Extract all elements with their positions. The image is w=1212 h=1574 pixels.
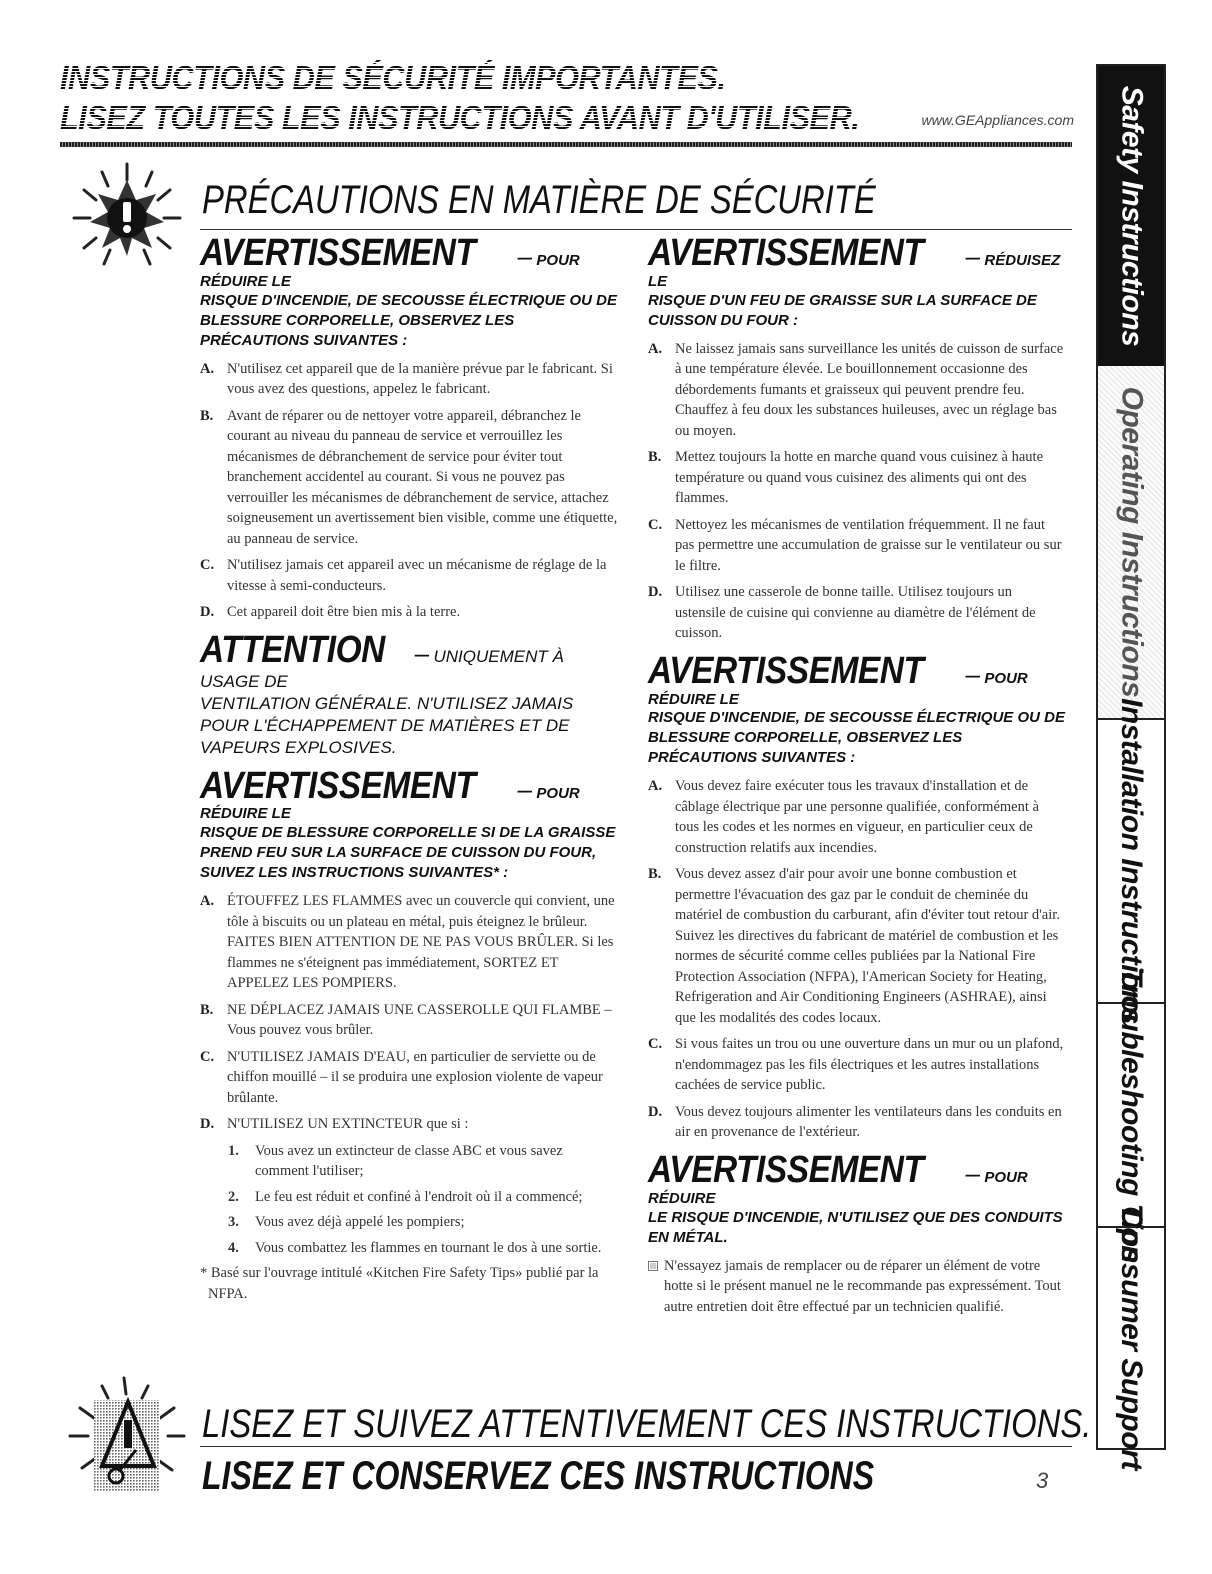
item-label: B. — [200, 1001, 214, 1018]
item-text: N'UTILISEZ UN EXTINCTEUR que si : — [227, 1116, 469, 1133]
list-item — [200, 602, 620, 623]
item-text: Utilisez une casserole de bonne taille. Utilisez toujours un ustensile de cuisine qui convienne au diamètre de l'élément de cuisson. — [675, 584, 1036, 642]
warning-heading — [200, 764, 620, 824]
item-label: B. — [648, 866, 662, 883]
footnote: * Basé sur l'ouvrage intitulé «Kitchen Fire Safety Tips» publié par la NFPA. — [200, 1265, 599, 1302]
item-text: Le feu est réduit et confiné à l'endroit où il a commencé; — [255, 1188, 583, 1205]
item-text: ÉTOUFFEZ LES FLAMMES avec un couvercle qui convient, une tôle à biscuits ou un plateau en métal, puis éteignez le brûleur. FAITES BIEN ATTENTION DE NE PAS VOUS BRÛLER. Si les flammes ne s'éteignent pas immédiatement, SORTEZ ET APPELEZ LES POMPIERS. — [227, 893, 615, 992]
tab-troubleshooting-tips[interactable] — [1098, 967, 1164, 1263]
warning-items — [200, 359, 620, 623]
warning-heading — [648, 649, 1066, 709]
warning-subheading: LE RISQUE D'INCENDIE, N'UTILISEZ QUE DES CONDUITS EN MÉTAL. — [648, 1208, 1063, 1246]
warning-title: AVERTISSEMENT — [648, 1148, 924, 1191]
warning-subheading: RISQUE D'INCENDIE, DE SECOUSSE ÉLECTRIQUE OU DE BLESSURE CORPORELLE, OBSERVEZ LES PRÉCAUTIONS SUIVANTES : — [200, 291, 617, 349]
item-text: Vous avez déjà appelé les pompiers; — [255, 1214, 465, 1231]
list-item — [228, 1238, 620, 1259]
list-item — [648, 1102, 1066, 1143]
item-label: C. — [200, 557, 215, 574]
item-label: D. — [648, 1103, 663, 1120]
item-text: Nettoyez les mécanismes de ventilation fréquemment. Il ne faut pas permettre une accumulation de graisse sur le ventilateur ou sur le filtre. — [675, 516, 1062, 574]
warning-items — [648, 1256, 1066, 1318]
item-text: N'UTILISEZ JAMAIS D'EAU, en particulier de serviette ou de chiffon mouillé – il se produira une explosion violente de vapeur brûlante. — [227, 1048, 603, 1106]
list-item — [200, 1114, 620, 1135]
heading-dash: – — [414, 637, 430, 668]
item-label: C. — [200, 1048, 215, 1065]
item-label: B. — [200, 407, 214, 424]
list-item — [648, 515, 1066, 577]
item-text: Vous devez assez d'air pour avoir une bonne combustion et permettre l'évacuation des gaz par le conduit de cheminée du matériel de combustion du carburant, afin d'éviter tout retour d'air. Suivez les directives du fabricant de matériel de combustion et les normes de sécurité comme celles publiées par la National Fire Protection Association (NFPA), l'American Society for Heating, Refrigeration and Air Conditioning Engineers (ASHRAE), ainsi que les modalités des codes locaux. — [675, 866, 1060, 1026]
item-label: A. — [648, 340, 663, 357]
warning-title: AVERTISSEMENT — [648, 649, 924, 692]
warning-heading — [648, 1148, 1066, 1208]
warning-title: AVERTISSEMENT — [200, 764, 476, 807]
tab-installation-instructions[interactable] — [1098, 698, 1164, 1024]
warning-subtitle: POUR RÉDUIRE LE — [200, 784, 580, 823]
website-url[interactable]: www.GEAppliances.com — [921, 112, 1074, 128]
tab-label: Troubleshooting Tips — [1115, 967, 1148, 1263]
left-column — [200, 234, 620, 1312]
warning-title: AVERTISSEMENT — [648, 232, 924, 274]
warning-block-5 — [648, 1148, 1066, 1317]
list-item — [648, 1034, 1066, 1096]
list-item — [648, 1256, 1066, 1318]
item-text: N'utilisez jamais cet appareil avec un mécanisme de réglage de la vitesse à semi-conducteurs. — [227, 557, 607, 594]
section-tabs — [1096, 64, 1166, 1470]
warning-heading — [200, 234, 620, 291]
attention-subtitle: UNIQUEMENT À USAGE DE — [200, 646, 564, 691]
warning-items — [200, 891, 620, 1135]
read-keep-instructions: LISEZ ET CONSERVEZ CES INSTRUCTIONS — [202, 1454, 875, 1498]
attention-title: ATTENTION — [200, 628, 385, 671]
list-item — [200, 406, 620, 550]
square-bullet-icon — [648, 1256, 664, 1318]
list-item — [228, 1212, 620, 1233]
warning-subheading: RISQUE DE BLESSURE CORPORELLE SI DE LA GRAISSE PREND FEU SUR LA SURFACE DE CUISSON DU FOUR, SUIVEZ LES INSTRUCTIONS SUIVANTES* : — [200, 824, 616, 882]
list-item — [648, 582, 1066, 644]
list-item — [200, 891, 620, 994]
attention-subheading: VENTILATION GÉNÉRALE. N'UTILISEZ JAMAIS POUR L'ÉCHAPPEMENT DE MATIÈRES ET DE VAPEURS EXPLOSIVES. — [200, 693, 574, 757]
item-label: C. — [648, 1036, 663, 1053]
warning-items — [648, 776, 1066, 1143]
read-follow-instructions: LISEZ ET SUIVEZ ATTENTIVEMENT CES INSTRUCTIONS. — [202, 1402, 1092, 1446]
heading-dash: – — [517, 773, 532, 804]
list-item — [200, 555, 620, 596]
warning-title: AVERTISSEMENT — [200, 232, 476, 274]
warning-block-3 — [648, 234, 1066, 644]
heading-dash: – — [965, 1157, 980, 1188]
heading-dash: – — [965, 658, 980, 689]
page-number: 3 — [1036, 1468, 1049, 1493]
item-text: N'essayez jamais de remplacer ou de réparer un élément de votre hotte si le présent manuel ne le recommande pas expressément. Tout autre entretien doit être effectué par un technicien qualifié. — [664, 1257, 1061, 1315]
warning-subtitle: RÉDUISEZ LE — [648, 252, 1061, 290]
tab-operating-instructions[interactable] — [1098, 366, 1164, 718]
item-label: D. — [200, 1116, 215, 1133]
warning-burst-icon — [52, 150, 202, 290]
list-item — [228, 1187, 620, 1208]
item-label: C. — [648, 516, 663, 533]
warning-block-4 — [648, 649, 1066, 1143]
extinguisher-conditions — [200, 1141, 620, 1259]
heading-dash: – — [517, 241, 532, 271]
item-text: Vous devez toujours alimenter les ventilateurs dans les conduits en air en provenance de l'extérieur. — [675, 1103, 1062, 1141]
item-label: A. — [648, 778, 663, 795]
section-divider — [200, 229, 1072, 230]
warning-subtitle: POUR RÉDUIRE — [648, 1168, 1028, 1207]
warning-subtitle: POUR RÉDUIRE LE — [200, 252, 580, 290]
item-label: A. — [200, 893, 215, 910]
tab-label: Operating Instructions — [1115, 386, 1149, 698]
list-item — [648, 339, 1066, 442]
list-item — [200, 1047, 620, 1109]
warning-subtitle: POUR RÉDUIRE LE — [648, 669, 1028, 708]
heading-dash: – — [965, 241, 980, 271]
item-text: Cet appareil doit être bien mis à la terre. — [227, 604, 461, 621]
tab-safety-instructions[interactable] — [1098, 66, 1164, 366]
warning-block-2 — [200, 764, 620, 1305]
tab-label: Installation Instructions — [1115, 698, 1148, 1024]
warning-block-1 — [200, 234, 620, 623]
item-text: Si vous faites un trou ou une ouverture dans un mur ou un plafond, n'endommagez pas les fils électriques et les autres installations cachées de service public. — [675, 1036, 1064, 1094]
warning-subheading: RISQUE D'UN FEU DE GRAISSE SUR LA SURFACE DE CUISSON DU FOUR : — [648, 291, 1037, 329]
item-text: Avant de réparer ou de nettoyer votre appareil, débranchez le courant au niveau du panneau de service et verrouillez les mécanismes de débranchement de service pour éviter tout branchement accidentel au courant. Si vous ne pouvez pas verrouiller les mécanismes de débranchement de service, attachez soigneusement un avertissement bien visible, comme une étiquette, au panneau de service. — [227, 407, 618, 547]
list-item — [648, 864, 1066, 1028]
item-label: B. — [648, 449, 662, 466]
item-text: Vous avez un extincteur de classe ABC et vous savez comment l'utiliser; — [255, 1142, 563, 1180]
attention-block — [200, 628, 620, 759]
item-label: 2. — [228, 1188, 239, 1205]
section-title-precautions: PRÉCAUTIONS EN MATIÈRE DE SÉCURITÉ — [202, 178, 876, 222]
list-item — [200, 1000, 620, 1041]
tab-consumer-support[interactable] — [1098, 1206, 1164, 1470]
header-title-line1: INSTRUCTIONS DE SÉCURITÉ IMPORTANTES. — [60, 58, 1009, 98]
header-title-line2: LISEZ TOUTES LES INSTRUCTIONS AVANT D'UTILISER. — [60, 98, 1009, 138]
attention-heading — [200, 628, 620, 693]
list-item — [200, 359, 620, 400]
item-label: A. — [200, 360, 215, 377]
item-text: NE DÉPLACEZ JAMAIS UNE CASSEROLLE QUI FLAMBE – Vous pouvez vous brûler. — [227, 1001, 612, 1039]
item-text: N'utilisez cet appareil que de la manière prévue par le fabricant. Si vous avez des questions, appelez le fabricant. — [227, 360, 613, 398]
list-item — [648, 776, 1066, 858]
warning-triangle-burst-icon — [52, 1372, 202, 1502]
list-item — [648, 447, 1066, 509]
item-text: Ne laissez jamais sans surveillance les unités de cuisson de surface à une température élevée. Le bouillonnement occasionne des débordements fumants et graisseux qui peuvent prendre feu. Chauffez à feu doux les substances huileuses, avec un réglage bas ou moyen. — [675, 340, 1064, 439]
tab-label: Consumer Support — [1115, 1206, 1149, 1470]
warning-heading — [648, 234, 1066, 291]
right-column — [648, 234, 1066, 1325]
item-label: 3. — [228, 1214, 239, 1231]
item-label: 4. — [228, 1239, 239, 1256]
header-divider — [60, 142, 1072, 147]
bottom-divider — [200, 1446, 1072, 1447]
item-label: 1. — [228, 1142, 239, 1159]
list-item — [228, 1141, 620, 1182]
item-text: Mettez toujours la hotte en marche quand vous cuisinez à haute température ou quand vous cuisinez des aliments qui ont des flammes. — [675, 449, 1044, 507]
item-label: D. — [648, 584, 663, 601]
item-label: D. — [200, 604, 215, 621]
warning-subheading: RISQUE D'INCENDIE, DE SECOUSSE ÉLECTRIQUE OU DE BLESSURE CORPORELLE, OBSERVEZ LES PRÉCAUTIONS SUIVANTES : — [648, 709, 1065, 767]
item-text: Vous devez faire exécuter tous les travaux d'installation et de câblage électrique par une personne qualifiée, conformément à tous les codes et les normes en vigueur, en particulier ceux de construction relatifs aux incendies. — [675, 778, 1039, 856]
tab-label: Safety Instructions — [1115, 85, 1148, 347]
item-text: Vous combattez les flammes en tournant le dos à une sortie. — [255, 1239, 602, 1256]
page-header — [60, 58, 1080, 138]
warning-items — [648, 339, 1066, 644]
